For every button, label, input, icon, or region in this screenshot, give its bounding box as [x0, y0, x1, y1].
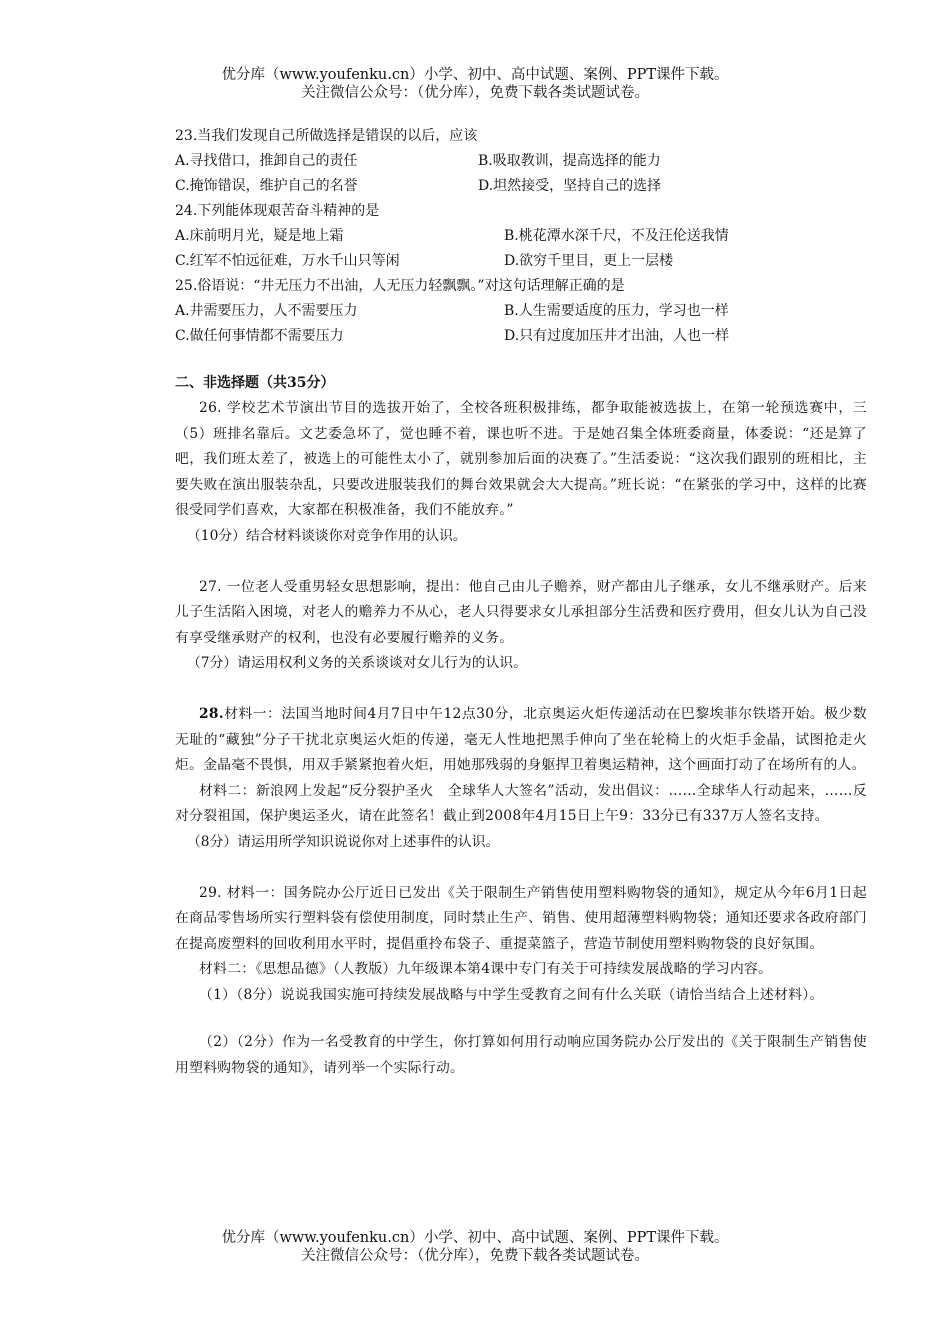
option-23-c: C.掩饰错误，维护自己的名誉 — [175, 178, 358, 194]
question-28-material-2: 材料二：新浪网上发起“反分裂护圣火 全球华人大签名”活动，发出倡议：……全球华人行动起来，……反对分裂祖国，保护奥运圣火，请在此签名！截止到2008年4月15日上午9：33分已有337万人签名支持。 — [175, 782, 867, 824]
question-29-sub-2: （2）（2分）作为一名受教育的中学生，你打算如何用行动响应国务院办公厅发出的《关于限制生产销售使用塑料购物袋的通知》，请列举一个实际行动。 — [175, 1034, 867, 1076]
question-24-options-row-2 — [175, 249, 867, 274]
question-27-text: 27. 一位老人受重男轻女思想影响，提出：他自己由儿子赡养，财产都由儿子继承，女儿不继承财产。后来儿子生活陷入困境，对老人的赡养力不从心，老人只得要求女儿承担部分生活费和医疗费用，但女儿认为自己没有享受继承财产的权利，也没有必要履行赡养的义务。 — [175, 578, 867, 646]
question-24-stem: 24.下列能体现艰苦奋斗精神的是 — [175, 203, 380, 219]
question-26-instruction: （10分）结合材料谈谈你对竞争作用的认识。 — [187, 527, 467, 544]
option-25-d: D.只有过度加压井才出油，人也一样 — [504, 328, 730, 344]
question-28-material-1-text: 材料一：法国当地时间4月7日中午12点30分，北京奥运火炬传递活动在巴黎埃菲尔铁塔开始。极少数无耻的“藏独”分子干扰北京奥运火炬的传递，毫无人性地把黑手伸向了坐在轮椅上的火炬手金晶，试图抢走火炬。金晶毫不畏惧，用双手紧紧抱着火炬，用她那残弱的身躯捍卫着奥运精神，这个画面打动了在场所有的人。 — [175, 706, 867, 773]
question-28-instruction: （8分）请运用所学知识说说你对上述事件的认识。 — [187, 833, 500, 850]
option-24-c: C.红军不怕远征难，万水千山只等闲 — [175, 253, 400, 269]
page-header — [0, 66, 950, 102]
question-25-options-row-1 — [175, 299, 867, 324]
option-23-d: D.坦然接受，坚持自己的选择 — [478, 178, 662, 194]
page-footer — [0, 1229, 950, 1265]
header-line-2: 关注微信公众号：（优分库），免费下载各类试题试卷。 — [301, 85, 649, 101]
question-23-options-row-1 — [175, 149, 867, 174]
question-29-material-2: 材料二：《思想品德》（人教版）九年级课本第4课中专门有关于可持续发展战略的学习内容。 — [199, 961, 773, 977]
option-25-a: A.井需要压力，人不需要压力 — [175, 303, 358, 319]
question-28-number: 28. — [199, 706, 224, 722]
question-23-options-row-2 — [175, 174, 867, 199]
question-23-stem: 23.当我们发现自己所做选择是错误的以后，应该 — [175, 128, 478, 144]
question-28-material-1 — [175, 702, 867, 779]
option-23-a: A.寻找借口，推卸自己的责任 — [175, 153, 358, 169]
question-29-material-1: 29. 材料一：国务院办公厅近日已发出《关于限制生产销售使用塑料购物袋的通知》，规定从今年6月1日起在商品零售场所实行塑料袋有偿使用制度，同时禁止生产、销售、使用超薄塑料购物袋；通知还要求各政府部门在提高废塑料的回收利用水平时，提倡重拎布袋子、重提菜篮子，营造节制使用塑料购物袋的良好氛围。 — [175, 884, 867, 952]
option-24-a: A.床前明月光，疑是地上霜 — [175, 228, 344, 244]
option-23-b: B.吸取教训，提高选择的能力 — [478, 153, 661, 169]
question-26-text: 26. 学校艺术节演出节目的选拔开始了，全校各班积极排练，都争取能被选拔上，在第一轮预选赛中，三（5）班排名靠后。文艺委急坏了，觉也睡不着，课也听不进。于是她召集全体班委商量，体委说：“还是算了吧，我们班太差了，被选上的可能性太小了，就别参加后面的决赛了。”生活委说：“这次我们跟别的班相比，主要失败在演出服装杂乱，只要改进服装我们的舞台效果就会大大提高。”班长说：“在紧张的学习中，这样的比赛很受同学们喜欢，大家都在积极准备，我们不能放弃。” — [175, 400, 867, 518]
question-24-options-row-1 — [175, 224, 867, 249]
option-25-b: B.人生需要适度的压力，学习也一样 — [504, 303, 729, 319]
header-line-1: 优分库（www.youfenku.cn）小学、初中、高中试题、案例、PPT课件下载。 — [221, 67, 729, 83]
option-25-c: C.做任何事情都不需要压力 — [175, 328, 344, 344]
question-27-instruction: （7分）请运用权利义务的关系谈谈对女儿行为的认识。 — [187, 655, 527, 671]
question-25-options-row-2 — [175, 324, 867, 349]
question-25-stem: 25.俗语说：“井无压力不出油，人无压力轻飘飘。”对这句话理解正确的是 — [175, 278, 625, 294]
exam-content — [175, 124, 867, 1081]
option-24-b: B.桃花潭水深千尺，不及汪伦送我情 — [504, 228, 729, 244]
footer-line-2: 关注微信公众号：（优分库），免费下载各类试题试卷。 — [301, 1248, 649, 1264]
question-29-sub-1: （1）（8分）说说我国实施可持续发展战略与中学生受教育之间有什么关联（请恰当结合上述材料）。 — [199, 986, 824, 1003]
option-24-d: D.欲穷千里目，更上一层楼 — [504, 253, 674, 269]
footer-line-1: 优分库（www.youfenku.cn）小学、初中、高中试题、案例、PPT课件下载。 — [221, 1230, 729, 1246]
section-2-heading: 二、非选择题（共35分） — [175, 375, 335, 391]
